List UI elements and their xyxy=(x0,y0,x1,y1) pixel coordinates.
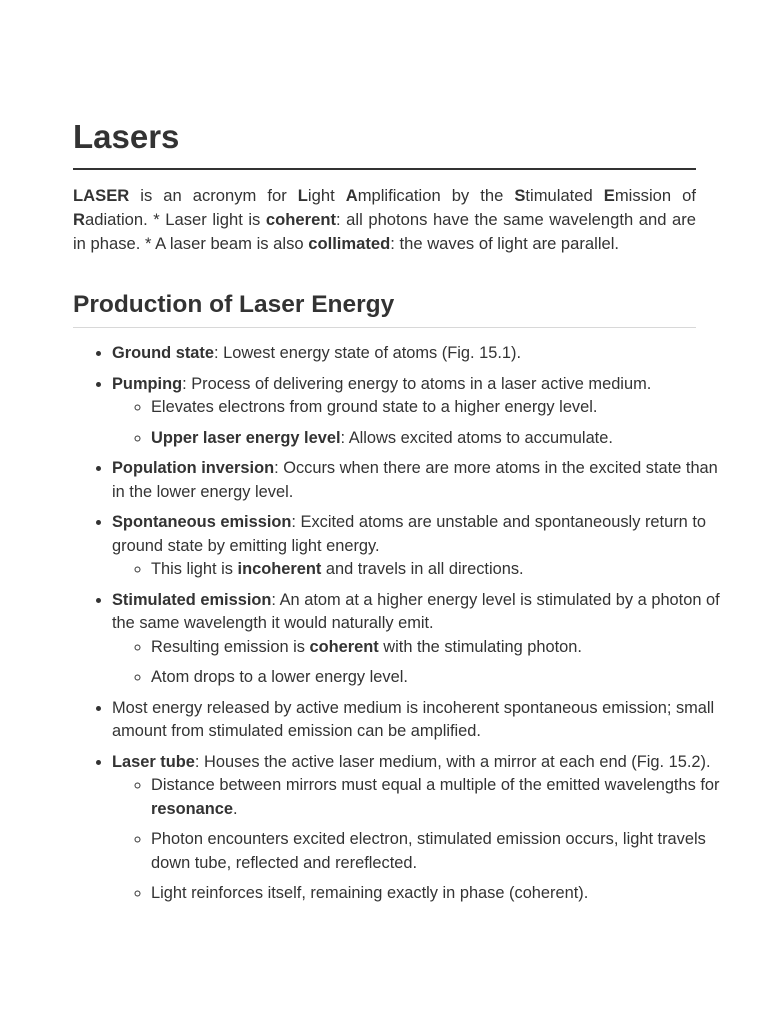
text: and travels in all directions. xyxy=(321,560,524,578)
term: coherent xyxy=(309,637,379,656)
intro-text: timulated xyxy=(525,186,604,205)
definition: : Excited atoms are unstable and spontaneously return to ground state by emitting light energy. xyxy=(112,513,706,555)
intro-bold: A xyxy=(345,186,358,205)
text: Resulting emission is xyxy=(151,637,310,656)
sub-list xyxy=(112,396,735,450)
definition: : Lowest energy state of atoms (Fig. 15.1). xyxy=(214,344,522,362)
term: incoherent xyxy=(237,560,322,578)
intro-text: : the waves of light are parallel. xyxy=(390,234,620,253)
intro-text: mission of xyxy=(614,186,696,205)
definition: : Allows excited atoms to accumulate. xyxy=(340,428,613,447)
intro-text: : all photons have the same wavelength and are in phase. * A laser beam is also xyxy=(73,210,696,253)
list-item-laser-tube xyxy=(112,751,735,906)
list-item-most-energy: • Most energy released by active medium is incoherent spontaneous emission; small amount from stimulated emission can be amplified. xyxy=(112,697,735,744)
intro-bold: coherent xyxy=(265,210,336,229)
sub-list-item xyxy=(151,558,735,582)
sub-list-item: ◦ Elevates electrons from ground state to a higher energy level. xyxy=(151,396,735,420)
text: with the stimulating photon. xyxy=(378,637,582,656)
intro-bold: LASER xyxy=(73,186,130,205)
text: Distance between mirrors must equal a multiple of the emitted wavelengths for xyxy=(151,776,720,794)
sub-list-item: ◦ Atom drops to a lower energy level. xyxy=(151,666,735,690)
sub-list-item: ◦ Light reinforces itself, remaining exactly in phase (coherent). xyxy=(151,882,735,906)
list-item-spontaneous-emission xyxy=(112,511,735,582)
section-heading: Production of Laser Energy xyxy=(73,289,696,328)
sub-list xyxy=(112,774,735,906)
intro-text: mplification by the xyxy=(357,186,515,205)
text: This light is xyxy=(151,560,238,578)
term: Ground state xyxy=(112,344,214,362)
sub-list-item xyxy=(151,636,735,660)
definition: : Houses the active laser medium, with a mirror at each end (Fig. 15.2). xyxy=(194,752,711,771)
list-item-pumping xyxy=(112,373,735,451)
intro-text: is an acronym for xyxy=(129,186,298,205)
intro-text: ight xyxy=(307,186,346,205)
intro-text: adiation. * Laser light is xyxy=(84,210,266,229)
text: . xyxy=(233,799,238,818)
list-item-stimulated-emission xyxy=(112,589,735,690)
list-item-population-inversion xyxy=(112,457,735,504)
intro-bold: collimated xyxy=(308,234,391,253)
term: Pumping xyxy=(112,374,183,393)
intro-bold: S xyxy=(514,186,526,205)
term: Laser tube xyxy=(112,752,195,771)
sub-list-item: ◦ Photon encounters excited electron, stimulated emission occurs, light travels down tube, reflected and rereflected. xyxy=(151,828,735,875)
sub-list xyxy=(112,636,735,690)
definition: : Process of delivering energy to atoms in a laser active medium. xyxy=(182,374,652,393)
term: Upper laser energy level xyxy=(151,428,341,447)
sub-list-item xyxy=(151,774,735,821)
intro-bold: E xyxy=(603,186,615,205)
intro-paragraph xyxy=(73,184,696,256)
term: Population inversion xyxy=(112,459,275,477)
definition: : An atom at a higher energy level is stimulated by a photon of the same wavelength it would naturally emit. xyxy=(112,590,720,632)
list-item-ground-state xyxy=(112,342,735,366)
page-title: Lasers xyxy=(73,116,696,170)
term: Stimulated emission xyxy=(112,590,272,609)
sub-list xyxy=(112,558,735,582)
bullet-list xyxy=(73,342,735,913)
term: resonance xyxy=(151,799,233,818)
definition: : Occurs when there are more atoms in the excited state than in the lower energy level. xyxy=(112,459,718,501)
intro-bold: L xyxy=(297,186,308,205)
sub-list-item xyxy=(151,427,735,451)
term: Spontaneous emission xyxy=(112,513,292,531)
intro-bold: R xyxy=(73,210,85,229)
